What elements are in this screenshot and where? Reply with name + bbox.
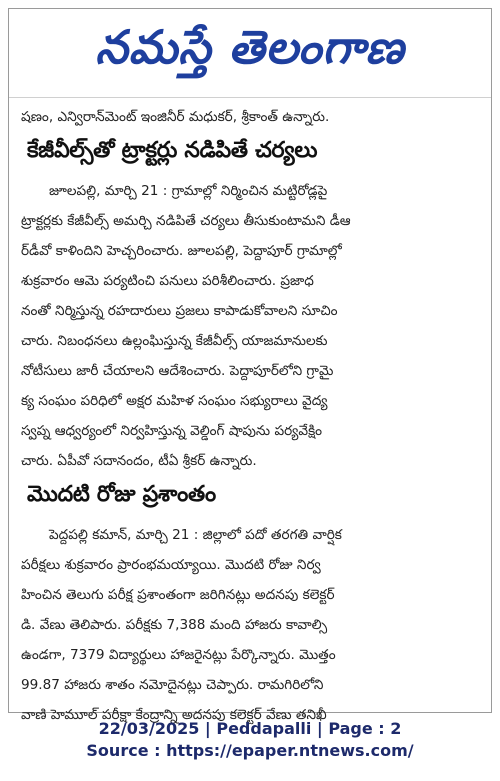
article-1-line: నంతో నిర్మిస్తున్న రహదారులు ప్రజలు కాపాడుకోవాలని సూచిం: [21, 303, 338, 319]
intro-line: షణం, ఎన్విరాన్‌మెంట్ ఇంజినీర్ మధుకర్, శ్రీకాంత్ ఉన్నారు.: [21, 109, 330, 125]
article-2-line: పెద్దపల్లి కమాన్, మార్చి 21 : జిల్లాలో పదో తరగతి వార్షిక: [49, 527, 342, 543]
article-clipping: [8, 8, 492, 723]
masthead: [9, 9, 491, 98]
newspaper-logo: నమస్తే తెలంగాణ: [95, 20, 405, 74]
footer-meta: 22/03/2025 | Peddapalli | Page : 2: [98, 719, 402, 738]
article-2-line: డి. వేణు తెలిపారు. పరీక్షకు 7,388 మంది హాజరు కావాల్సి: [21, 617, 328, 633]
article-1-line: ట్రాక్టర్లకు కేజీవీల్స్ అమర్చి నడిపితే చర్యలు తీసుకుంటామని డీఆ: [21, 213, 351, 229]
article-2-headline: మొదటి రోజు ప్రశాంతం: [27, 482, 216, 507]
article-1-line: నోటీసులు జారీ చేయాలని ఆదేశించారు. పెద్దాపూర్‌లోని గ్రామై: [21, 363, 334, 379]
article-2-line: పరీక్షలు శుక్రవారం ప్రారంభమయ్యాయి. మొదటి రోజు నిర్వ: [21, 557, 321, 573]
article-1-line: జూలపల్లి, మార్చి 21 : గ్రామాల్లో నిర్మించిన మట్టిరోడ్లపై: [49, 183, 328, 199]
article-1-line: ర్‌డీవో కాళిందిని హెచ్చరించారు. జూలపల్లి, పెద్దాపూర్ గ్రామాల్లో: [21, 243, 342, 259]
article-1-line: చారు. నిబంధనలు ఉల్లంఘిస్తున్న కేజీవీల్స్ యాజమానులకు: [21, 333, 328, 349]
article-1: [9, 132, 491, 476]
article-1-headline: కేజీవీల్స్‌తో ట్రాక్టర్లు నడిపితే చర్యలు: [27, 138, 318, 163]
article-2: [9, 476, 491, 730]
footer-source: Source : https://epaper.ntnews.com/: [86, 741, 414, 760]
article-1-line: క్య సంఘం పరిధిలో అక్షర మహిళ సంఘం సభ్యురాలు వైద్య: [21, 393, 328, 409]
article-1-line: శుక్రవారం ఆమె పర్యటించి పనులు పరిశీలించారు. ప్రజాధ: [21, 273, 314, 289]
article-1-line: చారు. ఏపీవో సదానందం, టీఏ శ్రీకర్ ఉన్నారు.: [21, 453, 257, 469]
article-2-line: 99.87 హాజరు శాతం నమోదైనట్లు చెప్పారు. రామగిరిలోని: [21, 677, 324, 693]
article-2-line: వాణి హెమూల్ పరీక్షా కేంద్రాన్ని అదనపు కలెక్టర్ వేణు తనిఖీ: [21, 707, 327, 723]
article-2-line: ఉండగా, 7379 విద్యార్థులు హాజరైనట్లు పేర్కొన్నారు. మొత్తం: [21, 647, 336, 663]
article-1-line: స్వప్న ఆధ్వర్యంలో నిర్వహిస్తున్న వెల్డింగ్ షాపును పర్యవేక్షిం: [21, 423, 323, 439]
article-2-line: హించిన తెలుగు పరీక్ష ప్రశాంతంగా జరిగినట్లు అదనపు కలెక్టర్: [21, 587, 335, 603]
